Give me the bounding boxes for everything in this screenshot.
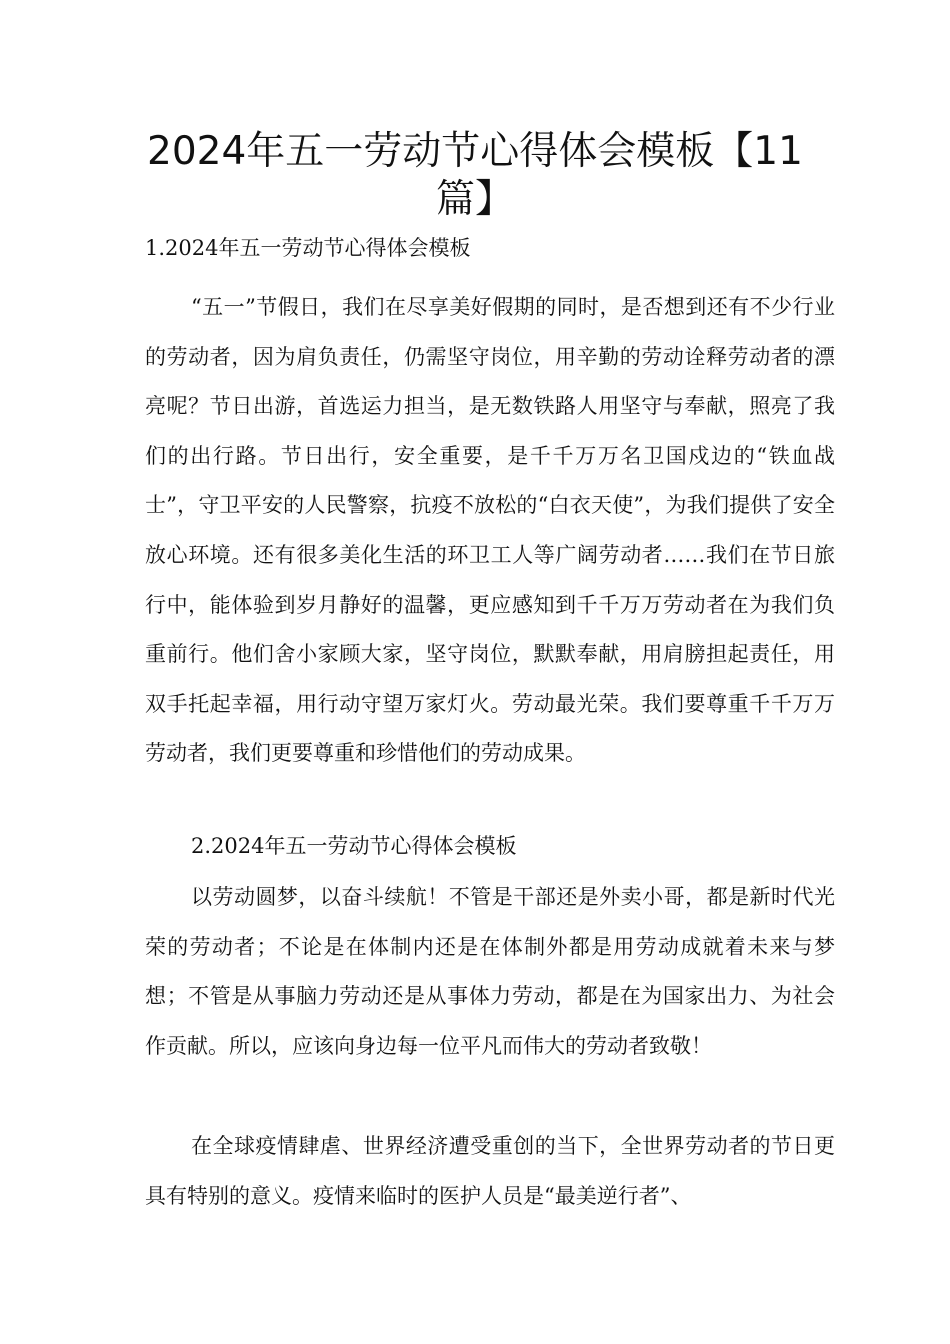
section-2-paragraph-2: 在全球疫情肆虐、世界经济遭受重创的当下，全世界劳动者的节日更具有特别的意义。疫情来临时的医护人员是“最美逆行者”、	[145, 1134, 835, 1208]
section-1-heading: 1.2024年五一劳动节心得体会模板	[145, 236, 471, 260]
document-title: 2024年五一劳动节心得体会模板【11篇】	[147, 129, 803, 222]
section-2-paragraph-1: 以劳动圆梦，以奋斗续航！不管是干部还是外卖小哥，都是新时代光荣的劳动者；不论是在体制内还是在体制外都是用劳动成就着未来与梦想；不管是从事脑力劳动还是从事体力劳动，都是在为国家出力、为社会作贡献。所以，应该向身边每一位平凡而伟大的劳动者致敬！	[145, 885, 835, 1058]
section-2-heading: 2.2024年五一劳动节心得体会模板	[191, 834, 517, 858]
section-1-paragraph-1: “五一”节假日，我们在尽享美好假期的同时，是否想到还有不少行业的劳动者，因为肩负责任，仍需坚守岗位，用辛勤的劳动诠释劳动者的漂亮呢？节日出游，首选运力担当，是无数铁路人用坚守与奉献，照亮了我们的出行路。节日出行，安全重要，是千千万万名卫国戍边的“铁血战士”，守卫平安的人民警察，抗疫不放松的“白衣天使”，为我们提供了安全放心环境。还有很多美化生活的环卫工人等广阔劳动者……我们在节日旅行中，能体验到岁月静好的温馨，更应感知到千千万万劳动者在为我们负重前行。他们舍小家顾大家，坚守岗位，默默奉献，用肩膀担起责任，用双手托起幸福，用行动守望万家灯火。劳动最光荣。我们要尊重千千万万劳动者，我们更要尊重和珍惜他们的劳动成果。	[145, 295, 835, 766]
